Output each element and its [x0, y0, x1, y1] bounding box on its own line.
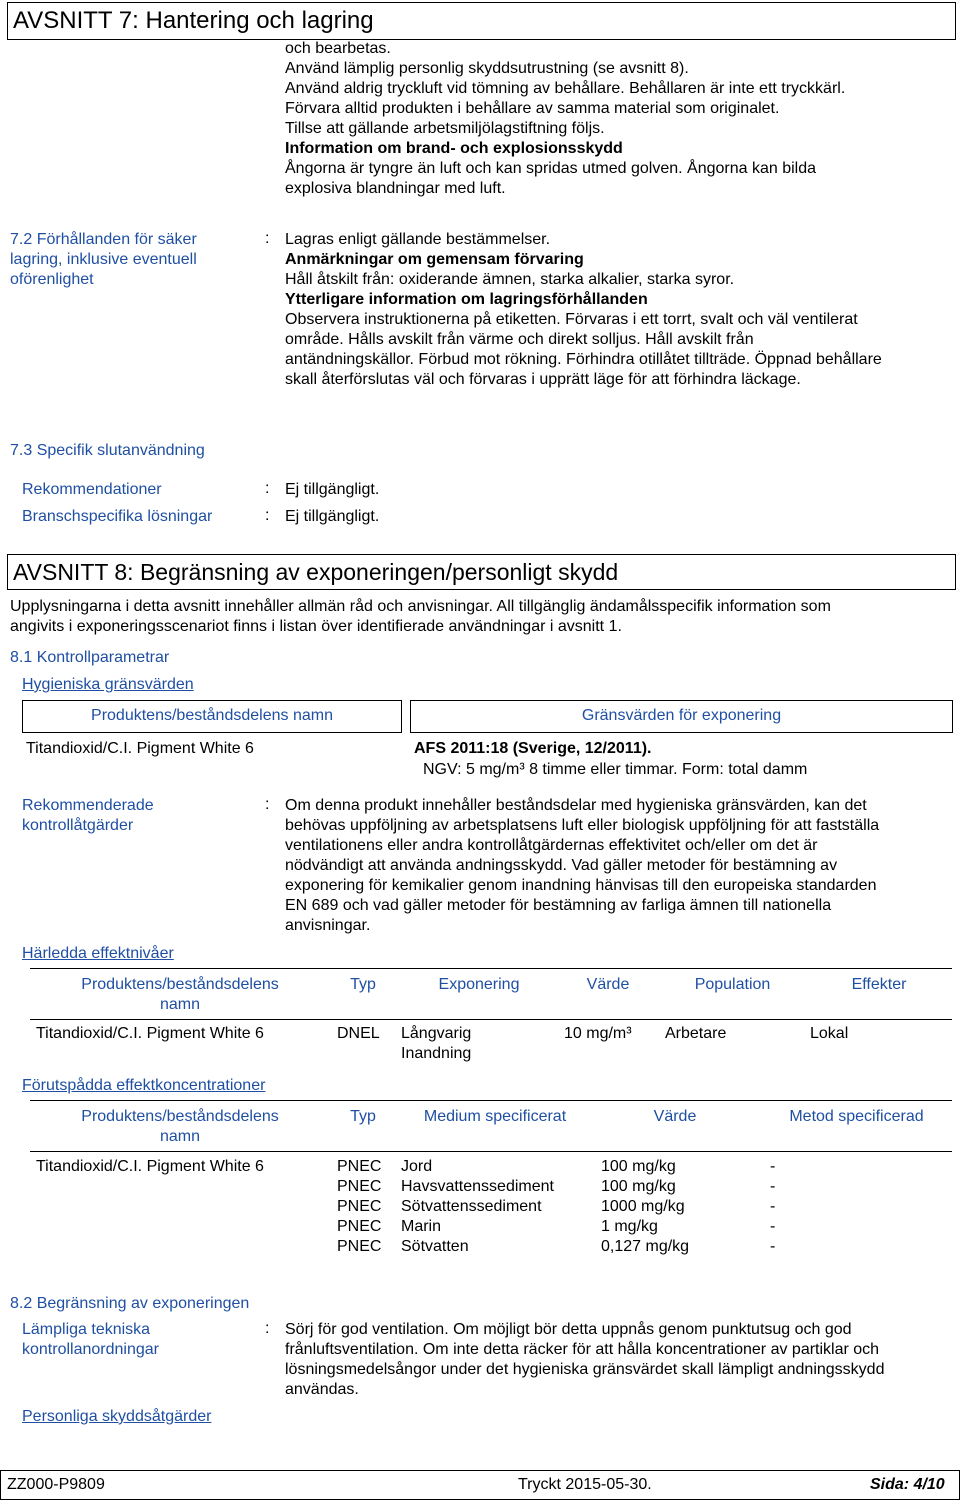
technical-controls-text: Sörj för god ventilation. Om möjligt bör detta uppnås genom punktutsug och god frånluftsventilation. Om inte detta räcker för att hålla koncentrationer av partiklar och lösningsmedelsångor under det hygieniska gränsvärdet skall lämpligt andningsskydd användas.: [285, 1321, 885, 1398]
section-8-1-heading: 8.1 Kontrollparametrar: [10, 649, 170, 666]
pnec-row-varde: 100 mg/kg: [601, 1178, 676, 1195]
hyg-header-limit: Gränsvärden för exponering: [581, 707, 782, 724]
pnec-row-medium: Jord: [401, 1158, 433, 1175]
pnec-header-varde: Värde: [653, 1108, 697, 1125]
page-footer: [0, 1470, 960, 1500]
colon: :: [265, 796, 270, 813]
dnel-population: Arbetare: [665, 1025, 727, 1042]
dnel-header-varde: Värde: [586, 976, 630, 993]
section-7-2-label: 7.2 Förhållanden för säker lagring, inklusive eventuell oförenlighet: [10, 231, 197, 288]
branschspecifika-label: Branschspecifika lösningar: [22, 508, 213, 525]
section-8-2-heading: 8.2 Begränsning av exponeringen: [10, 1295, 250, 1312]
section-7-title: AVSNITT 7: Hantering och lagring: [7, 2, 956, 40]
pnec-varde-col: [601, 1157, 689, 1257]
pnec-header-name: Produktens/beståndsdelens namn: [81, 1108, 279, 1145]
recommended-controls-text: Om denna produkt innehåller beståndsdelar med hygieniska gränsvärden, kan det behövas uppföljning av arbetsplatsens luft eller biologisk uppföljning för att fastställa ventilationens eller andra kontrollåtgärdernas effektivitet och/eller om det är nödvändigt att använda andningsskydd. Vad gäller metoder för bestämning av exponering för kemikalier genom inandning hänvisas till den europeiska standarden EN 689 och vad gäller metoder för bestämning av farliga ämnen till nationella anvisningar.: [285, 797, 880, 934]
colon: :: [265, 480, 270, 497]
footer-page: Sida: 4/10: [870, 1476, 945, 1493]
dnel-header-typ: Typ: [350, 976, 376, 993]
colon: :: [265, 507, 270, 524]
pnec-row-metod: -: [770, 1178, 776, 1195]
section-8-intro: Upplysningarna i detta avsnitt innehåller allmän råd och anvisningar. All tillgänglig ändamålsspecifik information som angivits i exponeringsscenariot finns i listan över identifierade användningar i avsnitt 1.: [10, 598, 831, 635]
pnec-heading: Förutspådda effektkoncentrationer: [22, 1077, 266, 1094]
pnec-row-metod: -: [770, 1158, 776, 1175]
pnec-header-rule-bottom: [30, 1151, 952, 1152]
pnec-row-medium: Sötvatten: [401, 1238, 469, 1255]
hygiene-limits-heading: Hygieniska gränsvärden: [22, 676, 194, 693]
pnec-row-metod: -: [770, 1238, 776, 1255]
pnec-row-metod: -: [770, 1198, 776, 1215]
dnel-exponering: Långvarig Inandning: [401, 1025, 472, 1062]
pnec-row-metod: -: [770, 1218, 776, 1235]
dnel-name: Titandioxid/C.I. Pigment White 6: [36, 1025, 264, 1042]
pnec-name: Titandioxid/C.I. Pigment White 6: [36, 1158, 264, 1175]
pnec-medium-col: [401, 1157, 554, 1257]
dnel-header-effekter: Effekter: [851, 976, 907, 993]
pnec-header-rule: [30, 1100, 952, 1101]
hyg-substance-name: Titandioxid/C.I. Pigment White 6: [26, 740, 254, 757]
pnec-row-medium: Havsvattenssediment: [401, 1178, 554, 1195]
ppe-heading: Personliga skyddsåtgärder: [22, 1408, 212, 1425]
colon: :: [265, 230, 270, 247]
pnec-row-medium: Marin: [401, 1218, 442, 1235]
pnec-header-medium: Medium specificerat: [423, 1108, 567, 1125]
pnec-row-typ: PNEC: [337, 1218, 382, 1235]
pnec-row-varde: 1 mg/kg: [601, 1218, 658, 1235]
footer-code: ZZ000-P9809: [7, 1476, 105, 1493]
rekommendationer-value: Ej tillgängligt.: [285, 481, 380, 498]
pnec-row-varde: 1000 mg/kg: [601, 1198, 685, 1215]
storage-heading-1: Anmärkningar om gemensam förvaring: [285, 251, 584, 268]
pnec-row-medium: Sötvattenssediment: [401, 1198, 542, 1215]
colon: :: [265, 1320, 270, 1337]
dnel-header-exponering: Exponering: [438, 976, 520, 993]
hyg-limit-bold: AFS 2011:18 (Sverige, 12/2011).: [414, 740, 652, 757]
pnec-row-typ: PNEC: [337, 1158, 382, 1175]
pnec-metod-col: [770, 1157, 775, 1257]
pnec-row-typ: PNEC: [337, 1238, 382, 1255]
pnec-typ-col: [337, 1157, 381, 1257]
handling-text: och bearbetas. Använd lämplig personlig skyddsutrustning (se avsnitt 8). Använd aldrig tryckluft vid tömning av behållare. Behållaren är inte ett tryckkärl. Förvara alltid produkten i behållare av samma material som originalet. Tillse att gällande arbetsmiljölagstiftning följs. Information om brand- och explosionsskydd Ångorna är tyngre än luft och kan spridas utmed golven. Ångorna kan bilda explosiva blandningar med luft.: [285, 39, 955, 199]
dnel-header-population: Population: [694, 976, 771, 993]
recommended-controls-label: Rekommenderade kontrollåtgärder: [22, 797, 154, 834]
pnec-row-typ: PNEC: [337, 1178, 382, 1195]
dnel-header-rule: [30, 968, 952, 969]
section-7-3-heading: 7.3 Specifik slutanvändning: [10, 442, 205, 459]
dnel-header-rule-bottom: [30, 1019, 952, 1020]
footer-printed: Tryckt 2015-05-30.: [518, 1476, 652, 1493]
fire-heading: Information om brand- och explosionsskydd: [285, 140, 623, 157]
pnec-header-typ: Typ: [350, 1108, 376, 1125]
hyg-header-name: Produktens/beståndsdelens namn: [91, 707, 333, 724]
technical-controls-label: Lämpliga tekniska kontrollanordningar: [22, 1321, 159, 1358]
pnec-header-metod: Metod specificerad: [789, 1108, 924, 1125]
pnec-row-varde: 100 mg/kg: [601, 1158, 676, 1175]
storage-heading-2: Ytterligare information om lagringsförhållanden: [285, 291, 648, 308]
branschspecifika-value: Ej tillgängligt.: [285, 508, 380, 525]
dnel-heading: Härledda effektnivåer: [22, 945, 174, 962]
section-8-title: AVSNITT 8: Begränsning av exponeringen/personligt skydd: [7, 554, 956, 590]
rekommendationer-label: Rekommendationer: [22, 481, 162, 498]
hyg-limit-value: NGV: 5 mg/m³ 8 timme eller timmar. Form: total damm: [423, 761, 808, 778]
pnec-row-varde: 0,127 mg/kg: [601, 1238, 690, 1255]
dnel-varde: 10 mg/m³: [564, 1025, 632, 1042]
pnec-row-typ: PNEC: [337, 1198, 382, 1215]
dnel-effekter: Lokal: [810, 1025, 849, 1042]
dnel-typ: DNEL: [337, 1025, 380, 1042]
dnel-header-name: Produktens/beståndsdelens namn: [81, 976, 279, 1013]
storage-text: Lagras enligt gällande bestämmelser. Anmärkningar om gemensam förvaring Håll åtskilt från: oxiderande ämnen, starka alkalier, starka syror. Ytterligare information om lagringsförhållanden Observera instruktionerna på etiketten. Förvaras i ett torrt, svalt och väl ventilerat område. Hålls avskilt från värme och direkt solljus. Håll avskilt från antändningskällor. Förbud mot rökning. Förhindra otillåtet tillträde. Öppnad behållare skall återförslutas väl och förvaras i upprätt läge för att förhindra läckage.: [285, 230, 955, 390]
